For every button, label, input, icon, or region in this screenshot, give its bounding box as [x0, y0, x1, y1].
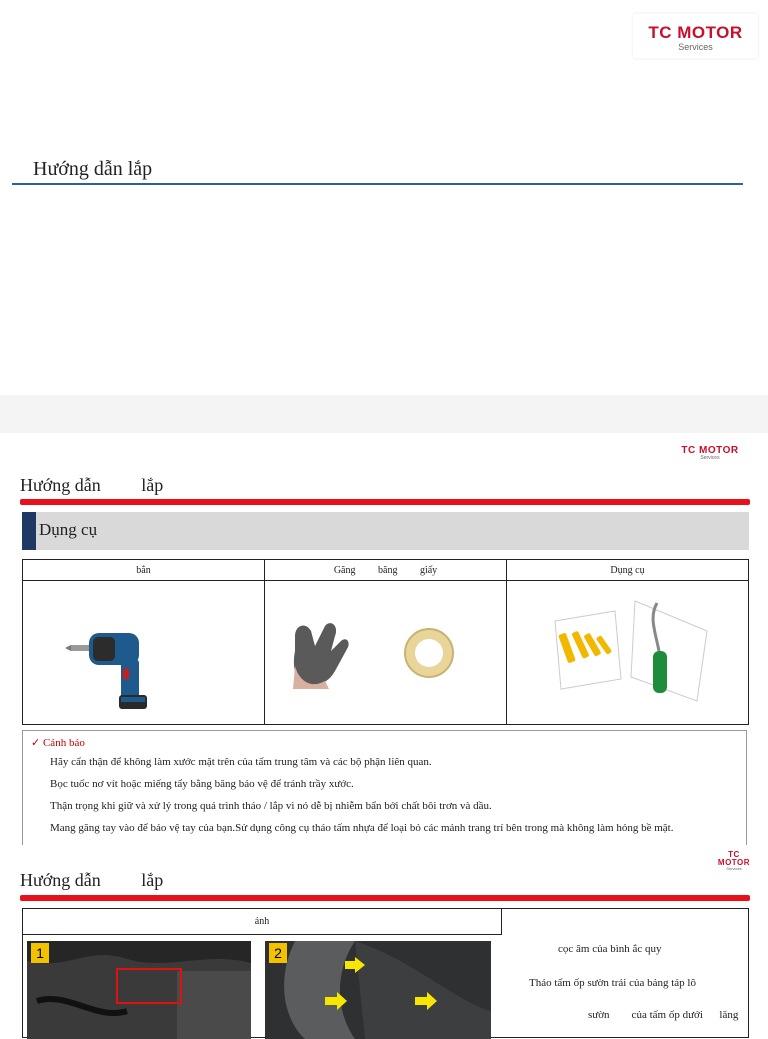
logo-name: TC MOTOR	[681, 445, 739, 456]
title-underline	[12, 183, 743, 185]
brand-logo	[712, 851, 756, 871]
header-impact-driver: bắn	[23, 560, 265, 581]
logo-name: TC MOTOR	[648, 23, 743, 42]
slide-tools	[0, 395, 768, 845]
slide-procedure	[0, 845, 768, 1024]
trim-tools-icon	[507, 581, 749, 719]
tape-roll-icon	[405, 629, 453, 677]
warning-title	[31, 736, 85, 749]
step-text: cọc âm của bình ắc quy	[558, 943, 662, 955]
slide-cover	[0, 0, 768, 395]
impact-driver-cell	[23, 581, 265, 725]
step-text: Tháo tấm ốp sườn trái của bảng táp lô	[529, 977, 696, 989]
engine-bay-image	[27, 941, 251, 1039]
logo-sub: Services	[678, 42, 713, 52]
photo-side-panel	[265, 941, 491, 1039]
photo-table	[22, 908, 749, 1038]
warning-item: Bọc tuốc nơ vít hoặc miếng tẩy bằng băng bảo vệ để tránh trầy xước.	[50, 778, 354, 790]
brand-logo	[633, 14, 758, 58]
warning-item: Mang găng tay vào để bảo vệ tay của bạn.Sử dụng công cụ tháo tấm nhựa để loại bỏ các mảnh trang trí bên trong mà không làm hỏng bề mặt.	[50, 822, 674, 834]
warning-item: Hãy cẩn thận để không làm xước mặt trên của tấm trung tâm và các bộ phận liên quan.	[50, 756, 432, 768]
header-word: Găng	[333, 564, 356, 576]
header-word: giấy	[419, 564, 438, 576]
slide-title: Hướng dẫn lắp	[20, 475, 164, 495]
impact-driver-icon	[23, 581, 265, 719]
warning-item: Thận trọng khi giữ và xử lý trong quá trình tháo / lắp vì nó dễ bị nhiễm bẩn bởi chất bôi trơn và dầu.	[50, 800, 492, 812]
check-icon: ✓	[31, 737, 41, 749]
section-header	[22, 512, 749, 550]
section-accent	[22, 512, 36, 550]
dashboard-side-image	[265, 941, 491, 1039]
photo-battery-terminal	[27, 941, 251, 1039]
slide-title: Hướng dẫn lắp	[20, 870, 164, 890]
section-title: Dụng cụ	[39, 520, 98, 539]
brand-logo	[678, 446, 742, 461]
page-title: Hướng dẫn lắp	[33, 158, 153, 180]
trim-tools-cell	[507, 581, 749, 725]
title-red-bar	[20, 499, 750, 505]
gloves-tape-cell	[265, 581, 507, 725]
step-number: 1	[31, 943, 49, 963]
step-description-column	[502, 909, 748, 1039]
header-tools: Dụng cụ	[507, 560, 749, 581]
step-number: 2	[269, 943, 287, 963]
photo-header: ảnh	[23, 909, 502, 935]
glove-icon	[293, 623, 349, 689]
step-text: sườn của tấm ốp dưới lăng	[588, 1009, 739, 1021]
warning-label: Cảnh báo	[42, 737, 85, 749]
glove-and-tape-icon	[265, 581, 507, 719]
logo-sub: Services	[700, 455, 720, 461]
header-word: băng	[378, 564, 398, 576]
header-gloves-tape	[265, 560, 507, 581]
logo-sub: Services	[726, 866, 742, 871]
title-red-bar	[20, 895, 750, 901]
tools-table	[22, 559, 749, 725]
logo-name: TC MOTOR	[717, 850, 751, 867]
